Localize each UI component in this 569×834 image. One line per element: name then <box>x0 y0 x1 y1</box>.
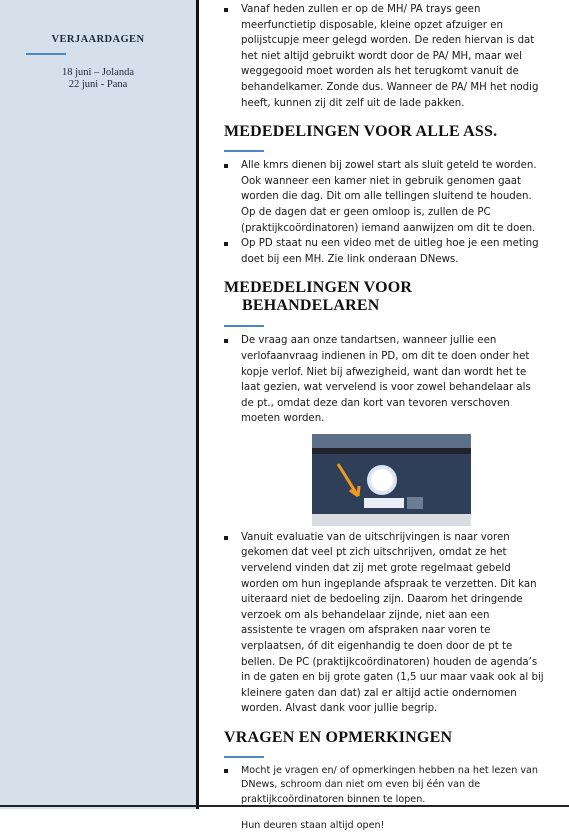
birthday-item: 22 juni - Pana <box>68 79 128 90</box>
page-bottom-border <box>0 805 569 807</box>
birthdays-heading: VERJAARDAGEN <box>51 34 145 45</box>
section-title-questions: VRAGEN EN OPMERKINGEN <box>224 729 453 746</box>
birthday-list <box>0 67 196 91</box>
sidebar <box>0 0 196 809</box>
bullet-icon <box>224 536 228 540</box>
screenshot-graphic <box>312 434 471 526</box>
questions-list <box>224 764 544 807</box>
section-accent-line <box>224 756 264 758</box>
bullet-icon <box>224 339 228 343</box>
closing-note: Hun deuren staan altijd open! <box>241 820 385 832</box>
pd-leave-screenshot-image <box>312 434 471 526</box>
list-item: De vraag aan onze tandartsen, wanneer jullie een verlofaanvraag indienen in PD, om dit te doen onder het kopje verlof. Niet bij afwezigheid, want dan wordt het te laat gezien, wat vervelend is voor zowel behandelaar als de pt., omdat deze dan kort van tevoren verschoven moeten worden. <box>224 333 544 427</box>
sidebar-divider <box>196 0 199 809</box>
list-item: Mocht je vragen en/ of opmerkingen hebben na het lezen van DNews, schroom dan niet om even bij één van de praktijkcoördinatoren binnen te lopen. <box>224 764 544 807</box>
list-item: Alle kmrs dienen bij zowel start als sluit geteld te worden. Ook wanneer een kamer niet in gebruik genomen gaat worden die dag. Dit om alle tellingen sluitend te houden. Op de dagen dat er geen omloop is, zullen de PC (praktijkcoördinatoren) iemand aanwijzen om dit te doen. <box>224 158 544 236</box>
practitioners-list-continued <box>224 530 544 717</box>
section-title-all-assistants: MEDEDELINGEN VOOR ALLE ASS. <box>224 123 498 141</box>
section-accent-line <box>224 325 264 327</box>
birthday-item: 18 juni – Jolanda <box>61 67 135 78</box>
bullet-icon <box>224 164 228 168</box>
practitioners-list <box>224 333 544 427</box>
all-assistants-list <box>224 158 544 267</box>
intro-list <box>224 2 544 111</box>
bullet-icon <box>224 242 228 246</box>
list-item: Vanuit evaluatie van de uitschrijvingen is naar voren gekomen dat veel pt zich uitschrijven, omdat ze het vervelend vinden dat zij met grote regelmaat gebeld worden om hun ingeplande afspraak te verzetten. Dit kan uiteraard niet de bedoeling zijn. Daarom het dringende verzoek om als behandelaar zijnde, niet aan een assistente te vragen om afspraken naar voren te verplaatsen, óf dit eigenhandig te doen door de pt te bellen. De PC (praktijkcoördinatoren) houden de agenda’s in de gaten en bij grote gaten (1,5 uur maar vaak ook al bij kleinere gaten dan dat) zal er altijd actie ondernomen worden. Alvast dank voor jullie begrip. <box>224 530 544 717</box>
list-item: Op PD staat nu een video met de uitleg hoe je een meting doet bij een MH. Zie link onderaan DNews. <box>224 236 544 267</box>
bullet-icon <box>224 769 228 773</box>
section-accent-line <box>224 150 264 152</box>
section-title-practitioners: MEDEDELINGEN VOOR BEHANDELAREN <box>224 279 413 315</box>
sidebar-accent-line <box>26 53 66 55</box>
main-content <box>224 0 544 834</box>
list-item: Vanaf heden zullen er op de MH/ PA trays geen meerfunctietip disposable, kleine opzet afzuiger en polijstcupje meer gelegd worden. De reden hiervan is dat het niet altijd gebruikt wordt door de PA/ MH, maar wel weggegooid moet worden als het terugkomt vanuit de behandelkamer. Zonde dus. Wanneer de PA/ MH het nodig heeft, kunnen zij dit zelf uit de lade pakken. <box>224 2 544 111</box>
bullet-icon <box>224 8 228 12</box>
